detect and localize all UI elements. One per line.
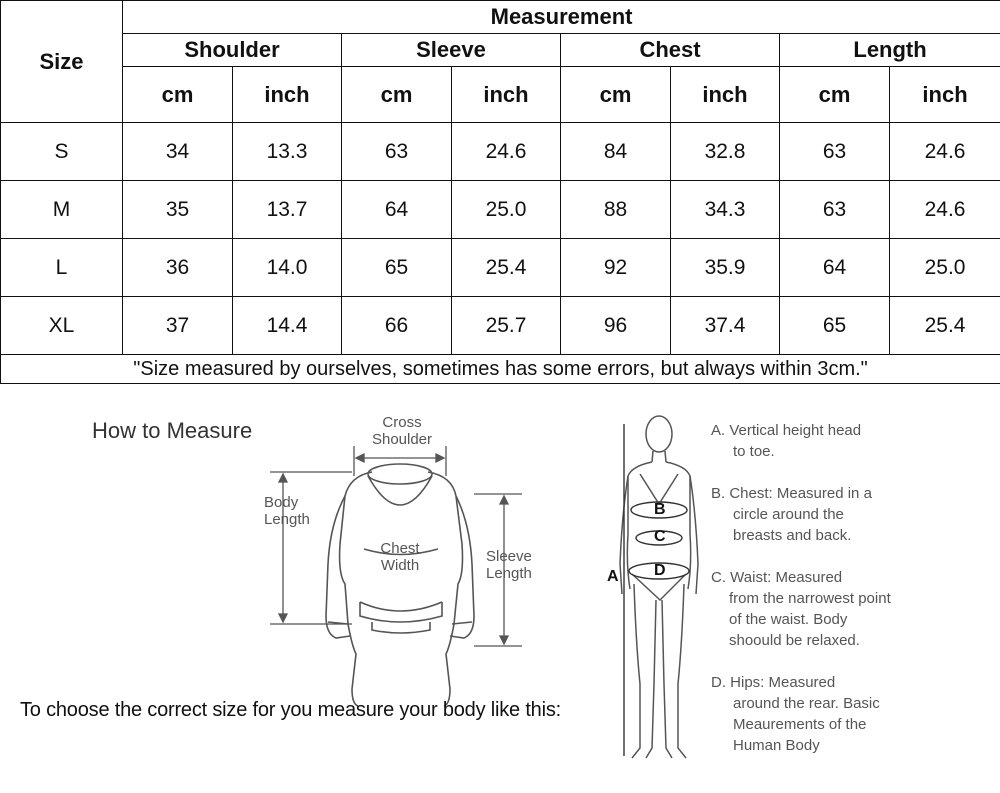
table-cell: 63 bbox=[342, 123, 452, 181]
group-header-sleeve: Sleeve bbox=[342, 34, 561, 67]
measurement-notes bbox=[711, 420, 911, 756]
cross-shoulder-label: Cross Shoulder bbox=[371, 414, 433, 448]
unit-header: cm bbox=[780, 67, 890, 123]
note-hips: D. Hips: Measured around the rear. Basic Meaurements of the Human Body bbox=[711, 674, 880, 754]
note-waist: C. Waist: Measured from the narrowest point of the waist. Body shoould be relaxed. bbox=[711, 569, 891, 649]
table-cell: 64 bbox=[780, 239, 890, 297]
unit-header: inch bbox=[671, 67, 780, 123]
table-cell: 63 bbox=[780, 123, 890, 181]
table-cell: 34 bbox=[123, 123, 233, 181]
note-chest: B. Chest: Measured in a circle around the breasts and back. bbox=[711, 485, 872, 544]
measure-guide bbox=[0, 384, 1000, 793]
table-cell: 65 bbox=[342, 239, 452, 297]
size-column-header: Size bbox=[1, 1, 123, 123]
table-cell: 37.4 bbox=[671, 297, 780, 355]
table-cell: 35 bbox=[123, 181, 233, 239]
choose-size-instruction: To choose the correct size for you measure your body like this: bbox=[20, 699, 561, 721]
measurement-header: Measurement bbox=[123, 1, 1000, 34]
unit-header: inch bbox=[452, 67, 561, 123]
size-cell: L bbox=[1, 239, 123, 297]
table-cell: 36 bbox=[123, 239, 233, 297]
height-marker-a: A bbox=[607, 568, 619, 585]
hips-marker-d: D bbox=[654, 562, 666, 579]
table-row bbox=[1, 123, 1000, 181]
table-cell: 96 bbox=[561, 297, 671, 355]
chest-width-label: Chest Width bbox=[380, 540, 420, 574]
table-cell: 32.8 bbox=[671, 123, 780, 181]
table-cell: 25.4 bbox=[890, 297, 1000, 355]
table-row bbox=[1, 297, 1000, 355]
table-cell: 64 bbox=[342, 181, 452, 239]
table-cell: 88 bbox=[561, 181, 671, 239]
table-cell: 24.6 bbox=[452, 123, 561, 181]
table-cell: 92 bbox=[561, 239, 671, 297]
table-cell: 25.0 bbox=[890, 239, 1000, 297]
body-length-label: Body Length bbox=[264, 494, 310, 528]
table-cell: 24.6 bbox=[890, 123, 1000, 181]
table-cell: 66 bbox=[342, 297, 452, 355]
unit-header: cm bbox=[342, 67, 452, 123]
table-cell: 24.6 bbox=[890, 181, 1000, 239]
table-cell: 35.9 bbox=[671, 239, 780, 297]
size-disclaimer-note: "Size measured by ourselves, sometimes has some errors, but always within 3cm." bbox=[1, 355, 1000, 384]
table-row bbox=[1, 181, 1000, 239]
table-cell: 13.7 bbox=[233, 181, 342, 239]
unit-header: cm bbox=[123, 67, 233, 123]
chest-marker-b: B bbox=[654, 501, 666, 518]
size-cell: XL bbox=[1, 297, 123, 355]
size-cell: S bbox=[1, 123, 123, 181]
table-cell: 25.0 bbox=[452, 181, 561, 239]
group-header-shoulder: Shoulder bbox=[123, 34, 342, 67]
waist-marker-c: C bbox=[654, 528, 666, 545]
size-chart-table bbox=[0, 0, 1000, 384]
guide-title: How to Measure bbox=[92, 418, 253, 443]
table-cell: 65 bbox=[780, 297, 890, 355]
table-cell: 25.7 bbox=[452, 297, 561, 355]
sleeve-length-label: Sleeve Length bbox=[486, 548, 532, 582]
size-cell: M bbox=[1, 181, 123, 239]
table-cell: 34.3 bbox=[671, 181, 780, 239]
table-cell: 37 bbox=[123, 297, 233, 355]
table-cell: 63 bbox=[780, 181, 890, 239]
table-cell: 14.4 bbox=[233, 297, 342, 355]
table-cell: 14.0 bbox=[233, 239, 342, 297]
group-header-chest: Chest bbox=[561, 34, 780, 67]
table-cell: 13.3 bbox=[233, 123, 342, 181]
unit-header: inch bbox=[890, 67, 1000, 123]
table-cell: 25.4 bbox=[452, 239, 561, 297]
table-cell: 84 bbox=[561, 123, 671, 181]
note-height: A. Vertical height head to toe. bbox=[711, 422, 862, 460]
unit-header: inch bbox=[233, 67, 342, 123]
group-header-length: Length bbox=[780, 34, 1000, 67]
unit-header: cm bbox=[561, 67, 671, 123]
table-row bbox=[1, 239, 1000, 297]
